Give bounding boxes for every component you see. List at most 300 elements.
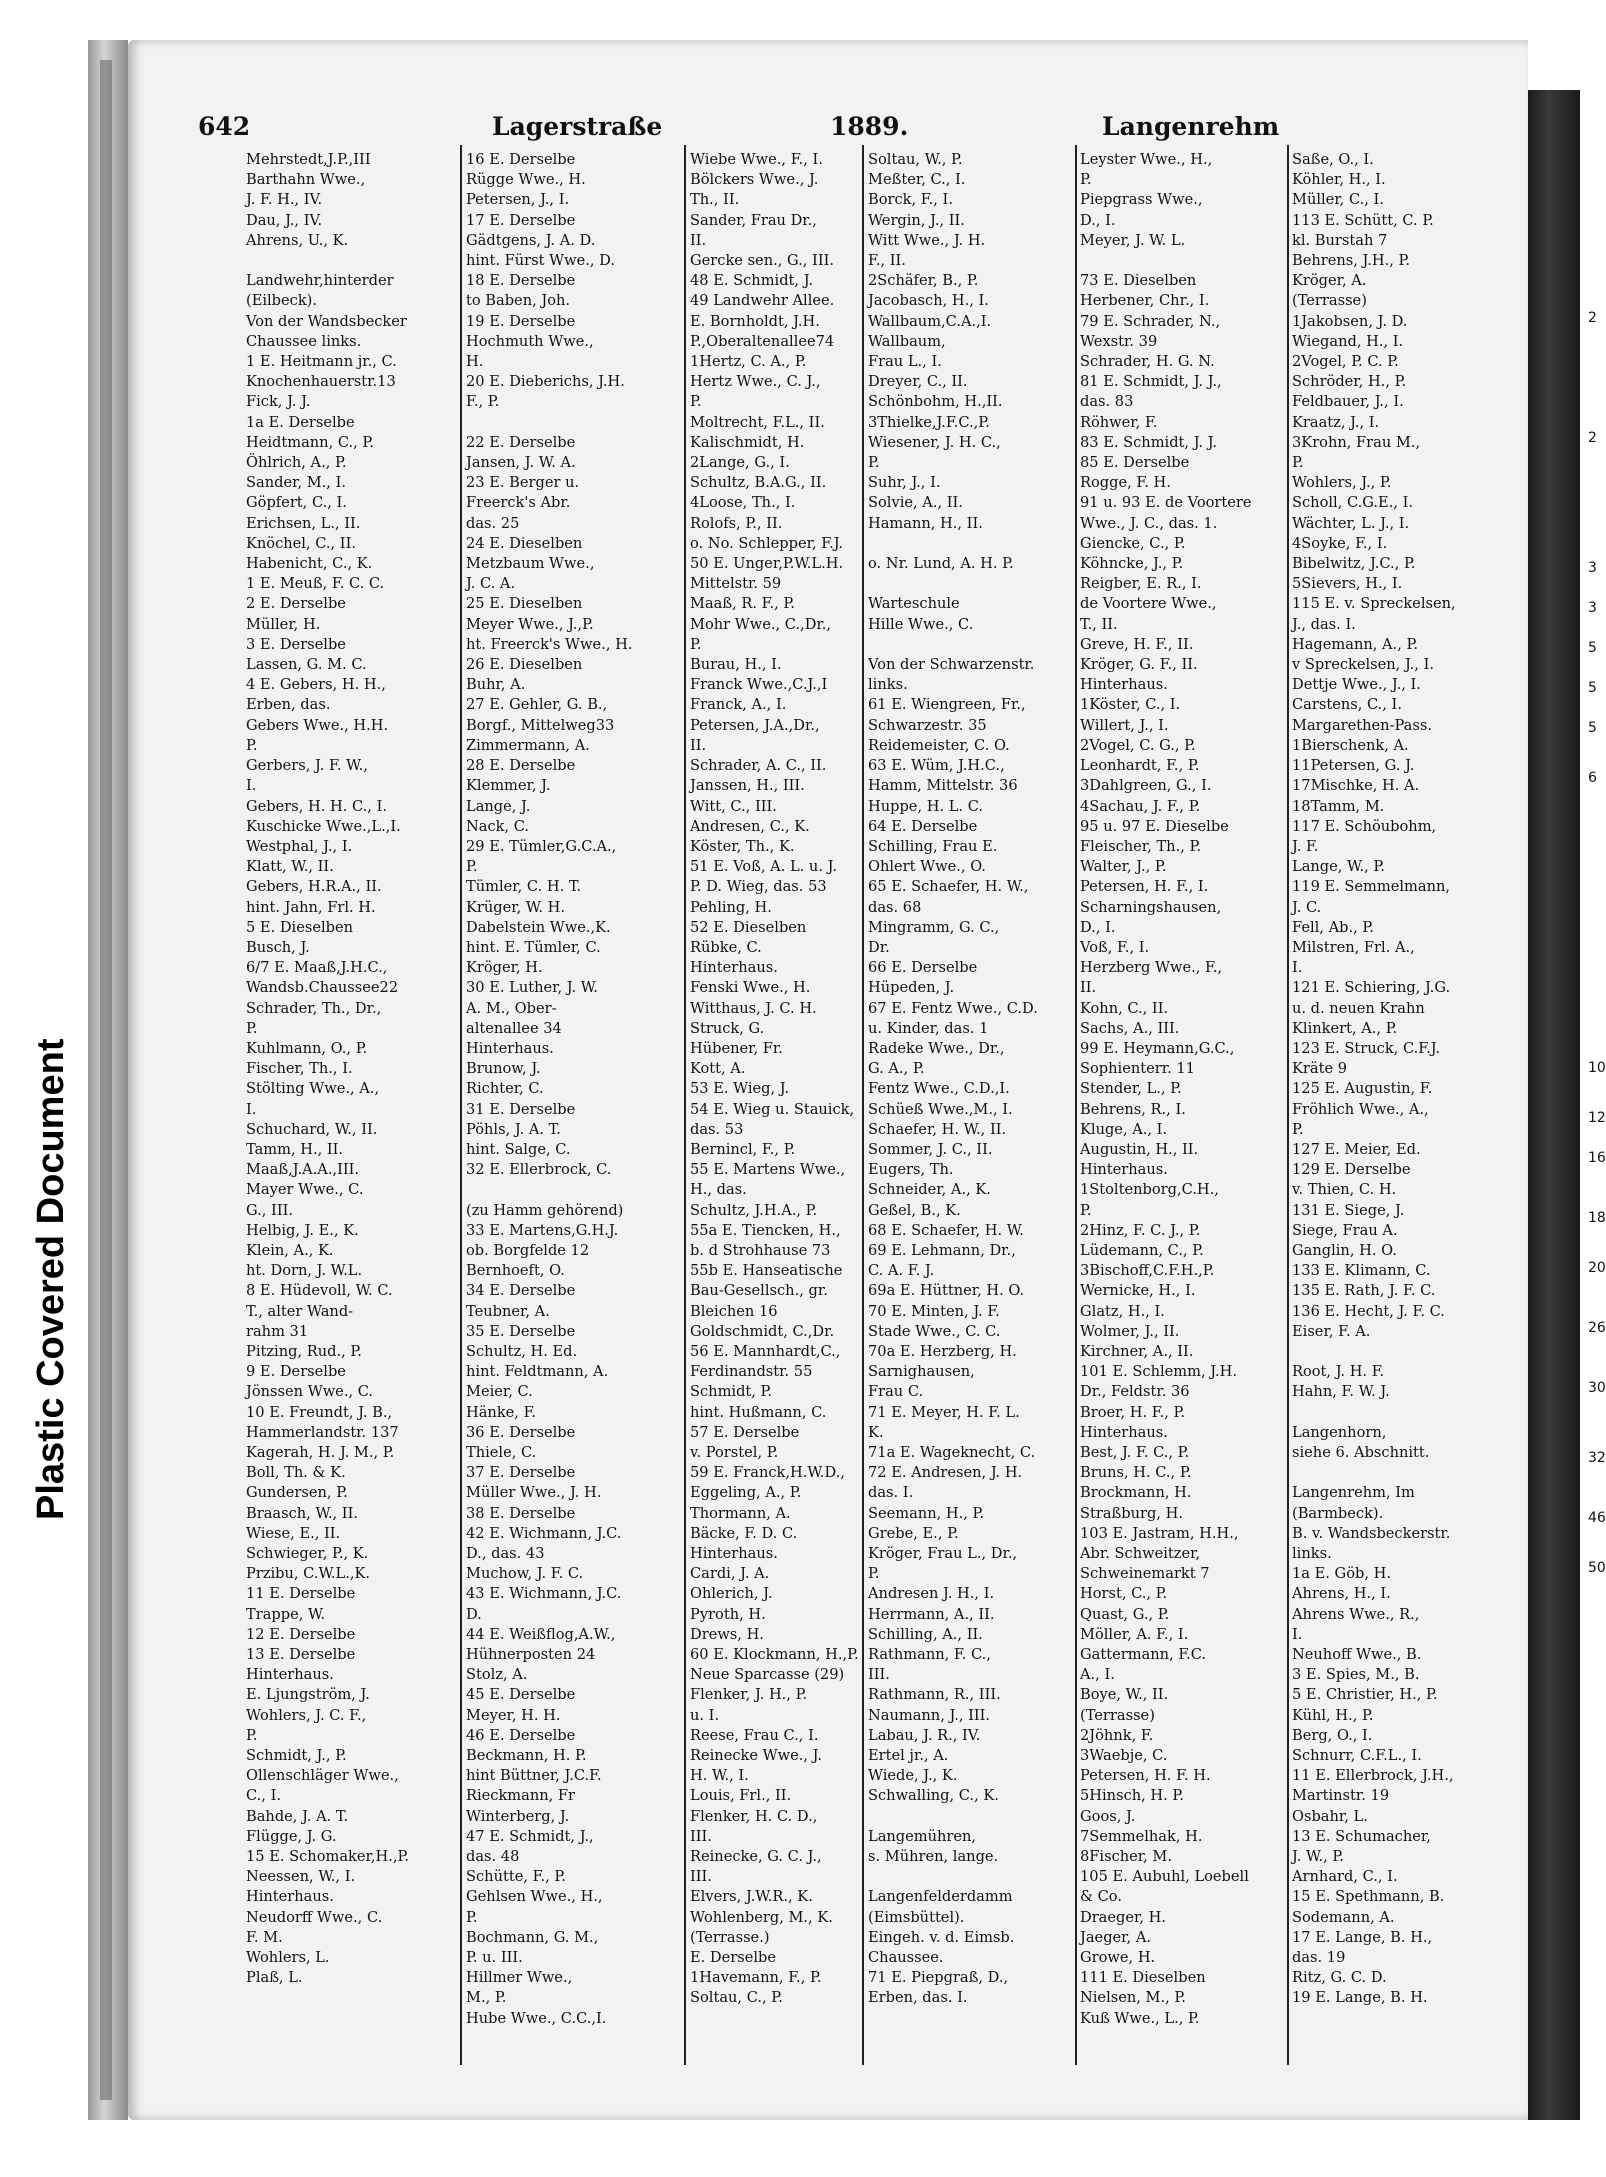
edge-number: 2 bbox=[1588, 430, 1597, 446]
directory-entry: Fischer, Th., I. bbox=[246, 1060, 353, 1078]
directory-entry: 25 E. Dieselben bbox=[466, 595, 583, 613]
directory-entry: 8 E. Hüdevoll, W. C. bbox=[246, 1282, 393, 1300]
directory-entry: P. bbox=[868, 454, 880, 472]
directory-entry: 60 E. Klockmann, H.,P. bbox=[690, 1646, 859, 1664]
directory-entry: Borck, F., I. bbox=[868, 191, 953, 209]
directory-entry: Reidemeister, C. O. bbox=[868, 736, 1010, 754]
directory-entry: G., III. bbox=[246, 1201, 293, 1219]
directory-entry: J. C. A. bbox=[466, 575, 516, 593]
directory-entry: 51 E. Voß, A. L. u. J. bbox=[690, 858, 837, 876]
directory-entry: (Eimsbüttel). bbox=[868, 1908, 965, 1926]
column-divider bbox=[1287, 145, 1289, 2065]
directory-entry: Gebers, H. H. C., I. bbox=[246, 797, 387, 815]
directory-entry: 17Mischke, H. A. bbox=[1292, 777, 1420, 795]
directory-entry: Dettje Wwe., J., I. bbox=[1292, 676, 1421, 694]
directory-entry: Thiele, C. bbox=[466, 1444, 537, 1461]
directory-entry: Kuhlmann, O., P. bbox=[246, 1039, 368, 1057]
directory-entry: F., II. bbox=[868, 252, 906, 270]
directory-entry: Kraatz, J., I. bbox=[1292, 413, 1380, 431]
page-number: 642 bbox=[198, 112, 251, 141]
directory-entry: 103 E. Jastram, H.H., bbox=[1080, 1524, 1239, 1542]
directory-entry: 113 E. Schütt, C. P. bbox=[1292, 211, 1434, 229]
directory-entry: 34 E. Derselbe bbox=[466, 1282, 576, 1300]
directory-entry: Rathmann, R., III. bbox=[868, 1686, 1001, 1704]
directory-entry: Soltau, W., P. bbox=[868, 151, 963, 168]
directory-entry: das. 68 bbox=[868, 898, 922, 916]
directory-entry: Kuß Wwe., L., P. bbox=[1080, 2009, 1200, 2027]
directory-entry: B. v. Wandsbeckerstr. bbox=[1292, 1524, 1451, 1542]
directory-entry: Ollenschläger Wwe., bbox=[246, 1767, 399, 1785]
directory-entry: I. bbox=[246, 1100, 257, 1118]
directory-entry: 4Loose, Th., I. bbox=[690, 494, 796, 512]
directory-entry: D., I. bbox=[1080, 918, 1116, 936]
directory-entry: Jacobasch, H., I. bbox=[868, 292, 989, 310]
directory-entry: Schilling, Frau E. bbox=[868, 837, 998, 855]
directory-entry: Hillmer Wwe., bbox=[466, 1969, 573, 1987]
directory-entry: 1Jakobsen, J. D. bbox=[1292, 312, 1408, 330]
directory-entry: 18Tamm, M. bbox=[1292, 797, 1385, 815]
directory-entry: Wiesener, J. H. C., bbox=[868, 433, 1001, 451]
directory-entry: o. No. Schlepper, F.J. bbox=[690, 534, 844, 552]
directory-entry: Möller, A. F., I. bbox=[1080, 1625, 1189, 1643]
directory-entry: Klinkert, A., P. bbox=[1292, 1019, 1398, 1037]
directory-entry bbox=[466, 1180, 680, 1200]
directory-entry: b. d Strohhause 73 bbox=[690, 1241, 831, 1259]
directory-entry: 11 E. Ellerbrock, J.H., bbox=[1292, 1767, 1454, 1785]
directory-entry: Herrmann, A., II. bbox=[868, 1605, 995, 1623]
directory-entry: 123 E. Struck, C.F.J. bbox=[1292, 1039, 1441, 1057]
directory-entry: Kröger, Frau L., Dr., bbox=[868, 1545, 1018, 1563]
directory-entry: 111 E. Dieselben bbox=[1080, 1969, 1206, 1987]
directory-entry: Andresen, C., K. bbox=[690, 817, 810, 835]
directory-entry: 1Havemann, F., P. bbox=[690, 1969, 822, 1987]
directory-entry: T., II. bbox=[1080, 615, 1118, 633]
directory-entry: 23 E. Berger u. bbox=[466, 474, 580, 492]
directory-entry: Eingeh. v. d. Eimsb. bbox=[868, 1928, 1015, 1946]
directory-entry: 30 E. Luther, J. W. bbox=[466, 979, 598, 997]
directory-entry: Meßter, C., I. bbox=[868, 171, 966, 189]
directory-entry: Kalischmidt, H. bbox=[690, 433, 805, 451]
directory-entry: Wandsb.Chaussee22 bbox=[246, 979, 399, 997]
edge-number: 12 bbox=[1588, 1110, 1606, 1126]
directory-entry: (Terrasse) bbox=[1080, 1706, 1155, 1724]
directory-entry: siehe 6. Abschnitt. bbox=[1292, 1444, 1430, 1461]
directory-entry: Sander, M., I. bbox=[246, 474, 346, 492]
directory-entry: Hinterhaus. bbox=[246, 1888, 334, 1906]
directory-entry: Langenhorn, bbox=[1292, 1423, 1387, 1441]
directory-entry: Göpfert, C., I. bbox=[246, 494, 347, 512]
directory-entry: Fleischer, Th., P. bbox=[1080, 837, 1201, 855]
directory-entry bbox=[1080, 251, 1284, 271]
directory-entry: 49 Landwehr Allee. bbox=[690, 292, 835, 310]
directory-entry: Müller Wwe., J. H. bbox=[466, 1484, 602, 1502]
directory-entry: 1Stoltenborg,C.H., bbox=[1080, 1181, 1219, 1199]
directory-entry: Jansen, J. W. A. bbox=[466, 454, 576, 472]
directory-entry: Gädtgens, J. A. D. bbox=[466, 231, 596, 249]
directory-entry: Öhlrich, A., P. bbox=[246, 454, 347, 472]
directory-entry: das. I. bbox=[868, 1484, 914, 1502]
directory-entry: Piepgrass Wwe., bbox=[1080, 191, 1203, 209]
directory-entry: 42 E. Wichmann, J.C. bbox=[466, 1524, 622, 1542]
directory-entry: 3Krohn, Frau M., bbox=[1292, 433, 1421, 451]
directory-entry: Wexstr. 39 bbox=[1080, 332, 1158, 350]
directory-entry: 66 E. Derselbe bbox=[868, 959, 978, 977]
directory-entry: Wohlers, L. bbox=[246, 1949, 330, 1967]
directory-entry: Mittelstr. 59 bbox=[690, 575, 782, 593]
directory-entry: Ohlerich, J. bbox=[690, 1585, 773, 1603]
directory-entry: Augustin, H., II. bbox=[1080, 1140, 1199, 1158]
directory-entry: Behrens, J.H., P. bbox=[1292, 252, 1411, 270]
directory-entry: Schwieger, P., K. bbox=[246, 1545, 369, 1563]
directory-entry: hint. Salge, C. bbox=[466, 1140, 571, 1158]
directory-entry: to Baben, Joh. bbox=[466, 292, 571, 310]
directory-entry: C., I. bbox=[246, 1787, 281, 1805]
directory-entry: Lange, J. bbox=[466, 797, 531, 815]
directory-entry: Sander, Frau Dr., bbox=[690, 211, 817, 229]
directory-entry: 32 E. Ellerbrock, C. bbox=[466, 1161, 612, 1179]
directory-entry: P. bbox=[690, 393, 702, 411]
directory-entry: D., das. 43 bbox=[466, 1545, 545, 1563]
directory-entry: J. W., P. bbox=[1292, 1848, 1344, 1866]
directory-entry: Osbahr, L. bbox=[1292, 1807, 1368, 1825]
directory-entry: Scholl, C.G.E., I. bbox=[1292, 494, 1414, 512]
directory-entry: Stender, L., P. bbox=[1080, 1080, 1182, 1098]
directory-entry: s. Mühren, lange. bbox=[868, 1848, 999, 1866]
directory-entry: Hube Wwe., C.C.,I. bbox=[466, 2009, 607, 2027]
directory-entry: Burau, H., I. bbox=[690, 656, 782, 674]
directory-entry: D., I. bbox=[1080, 211, 1116, 229]
directory-entry: Kohn, C., II. bbox=[1080, 999, 1169, 1017]
directory-entry: Gebers, H.R.A., II. bbox=[246, 878, 382, 896]
directory-entry: 55 E. Martens Wwe., bbox=[690, 1161, 846, 1179]
edge-number: 20 bbox=[1588, 1260, 1606, 1276]
column-divider bbox=[1075, 145, 1077, 2065]
directory-entry: J. C. bbox=[1292, 898, 1322, 916]
directory-entry: & Co. bbox=[1080, 1888, 1122, 1906]
directory-entry bbox=[868, 574, 1072, 594]
directory-entry: Kröger, H. bbox=[466, 959, 543, 977]
directory-entry: Lange, W., P. bbox=[1292, 858, 1385, 876]
directory-entry: Hamm, Mittelstr. 36 bbox=[868, 777, 1018, 795]
directory-entry: Greve, H. F., II. bbox=[1080, 635, 1194, 653]
directory-column-6 bbox=[1292, 150, 1490, 2009]
directory-entry: Rügge Wwe., H. bbox=[466, 171, 586, 189]
directory-entry: 28 E. Derselbe bbox=[466, 757, 576, 775]
directory-entry: F. M. bbox=[246, 1928, 283, 1946]
directory-entry: Seemann, H., P. bbox=[868, 1504, 985, 1522]
directory-entry: Erichsen, L., II. bbox=[246, 514, 361, 532]
year-heading: 1889. bbox=[830, 112, 909, 141]
directory-entry: Ertel jr., A. bbox=[868, 1747, 949, 1765]
directory-entry: Schultz, B.A.G., II. bbox=[690, 474, 827, 492]
directory-entry: altenallee 34 bbox=[466, 1019, 562, 1037]
directory-entry: Witt Wwe., J. H. bbox=[868, 231, 986, 249]
directory-entry: Hinterhaus. bbox=[690, 1545, 778, 1563]
directory-entry: P. D. Wieg, das. 53 bbox=[690, 878, 827, 896]
directory-entry bbox=[868, 1807, 1072, 1827]
directory-entry: Schönbohm, H.,II. bbox=[868, 393, 1003, 411]
directory-entry: o. Nr. Lund, A. H. P. bbox=[868, 555, 1014, 573]
directory-entry: Winterberg, J. bbox=[466, 1807, 570, 1825]
directory-entry: 29 E. Tümler,G.C.A., bbox=[466, 837, 617, 855]
directory-entry: Bölckers Wwe., J. bbox=[690, 171, 819, 189]
directory-entry: 69 E. Lehmann, Dr., bbox=[868, 1241, 1016, 1259]
directory-entry: 83 E. Schmidt, J. J. bbox=[1080, 433, 1218, 451]
directory-entry: Gerbers, J. F. W., bbox=[246, 757, 368, 775]
directory-entry: Witt, C., III. bbox=[690, 797, 777, 815]
directory-entry: 2Hinz, F. C. J., P. bbox=[1080, 1221, 1201, 1239]
directory-entry: Hinterhaus. bbox=[690, 959, 778, 977]
directory-entry: Leyster Wwe., H., bbox=[1080, 151, 1213, 168]
directory-entry: Wolmer, J., II. bbox=[1080, 1322, 1180, 1340]
directory-entry: Klatt, W., II. bbox=[246, 858, 334, 876]
directory-entry: Petersen, J., I. bbox=[466, 191, 570, 209]
directory-entry: Freerck's Abr. bbox=[466, 494, 571, 512]
directory-entry: 19 E. Derselbe bbox=[466, 312, 576, 330]
directory-entry: Plaß, L. bbox=[246, 1969, 303, 1987]
directory-entry: 70 E. Minten, J. F. bbox=[868, 1302, 1000, 1320]
directory-entry: 44 E. Weißflog,A.W., bbox=[466, 1625, 616, 1643]
directory-entry: 47 E. Schmidt, J., bbox=[466, 1827, 594, 1845]
directory-entry: Berg, O., I. bbox=[1292, 1726, 1373, 1744]
directory-entry: Trappe, W. bbox=[246, 1605, 326, 1623]
directory-entry: 135 E. Rath, J. F. C. bbox=[1292, 1282, 1436, 1300]
directory-entry: Wohlenberg, M., K. bbox=[690, 1908, 833, 1926]
directory-entry: Neuhoff Wwe., B. bbox=[1292, 1646, 1422, 1664]
directory-entry: Köhncke, J., P. bbox=[1080, 555, 1184, 573]
directory-entry: 5 E. Christier, H., P. bbox=[1292, 1686, 1438, 1704]
directory-entry: Ahrens, U., K. bbox=[246, 231, 349, 249]
directory-entry bbox=[1292, 1342, 1490, 1362]
directory-entry: G. A., P. bbox=[868, 1060, 925, 1078]
directory-entry: P. bbox=[1080, 171, 1092, 189]
directory-entry: Meyer, J. W. L. bbox=[1080, 231, 1186, 249]
edge-number: 32 bbox=[1588, 1450, 1606, 1466]
directory-entry: 1a E. Derselbe bbox=[246, 413, 355, 431]
directory-entry: Bibelwitz, J.C., P. bbox=[1292, 555, 1416, 573]
directory-entry: Margarethen-Pass. bbox=[1292, 716, 1432, 734]
directory-entry: Meier, C. bbox=[466, 1383, 533, 1401]
column-divider bbox=[460, 145, 462, 2065]
directory-entry: 3Bischoff,C.F.H.,P. bbox=[1080, 1262, 1215, 1280]
directory-entry: Grebe, E., P. bbox=[868, 1524, 959, 1542]
directory-entry: Wohlers, J., P. bbox=[1292, 474, 1392, 492]
directory-entry: Schmidt, J., P. bbox=[246, 1747, 347, 1765]
directory-entry: Hinterhaus. bbox=[1080, 1423, 1168, 1441]
directory-entry: Behrens, R., I. bbox=[1080, 1100, 1186, 1118]
directory-entry: Sarnighausen, bbox=[868, 1363, 975, 1381]
directory-entry: 2Schäfer, B., P. bbox=[868, 272, 979, 290]
directory-entry: 27 E. Gehler, G. B., bbox=[466, 696, 608, 714]
directory-entry: 13 E. Derselbe bbox=[246, 1646, 356, 1664]
directory-entry: Rolofs, P., II. bbox=[690, 514, 783, 532]
directory-entry: Chaussee links. bbox=[246, 332, 362, 350]
directory-entry: Müller, H. bbox=[246, 615, 321, 633]
directory-entry bbox=[868, 635, 1072, 655]
edge-number: 5 bbox=[1588, 680, 1597, 696]
directory-entry: 17 E. Lange, B. H., bbox=[1292, 1928, 1433, 1946]
directory-entry: Busch, J. bbox=[246, 938, 310, 956]
directory-entry: Mohr Wwe., C.,Dr., bbox=[690, 615, 832, 633]
directory-entry: II. bbox=[1080, 979, 1097, 997]
directory-entry: J., das. I. bbox=[1292, 615, 1356, 633]
directory-entry: Carstens, C., I. bbox=[1292, 696, 1402, 714]
directory-entry: Eiser, F. A. bbox=[1292, 1322, 1371, 1340]
directory-entry: Cardi, J. A. bbox=[690, 1565, 770, 1583]
directory-entry: Fröhlich Wwe., A., bbox=[1292, 1100, 1429, 1118]
directory-entry: Kuschicke Wwe.,L.,I. bbox=[246, 817, 401, 835]
directory-entry: Bochmann, G. M., bbox=[466, 1928, 599, 1946]
directory-entry: 73 E. Dieselben bbox=[1080, 272, 1197, 290]
directory-entry: v Spreckelsen, J., I. bbox=[1292, 656, 1434, 674]
directory-entry: Hühnerposten 24 bbox=[466, 1646, 596, 1664]
directory-entry: 9 E. Derselbe bbox=[246, 1363, 346, 1381]
directory-entry: Helbig, J. E., K. bbox=[246, 1221, 359, 1239]
directory-entry: Schrader, Th., Dr., bbox=[246, 999, 382, 1017]
directory-entry: Tümler, C. H. T. bbox=[466, 878, 582, 896]
directory-entry: Chaussee. bbox=[868, 1949, 944, 1967]
directory-entry: 56 E. Mannhardt,C., bbox=[690, 1342, 841, 1360]
directory-entry: Warteschule bbox=[868, 595, 960, 613]
directory-entry: 91 u. 93 E. de Voortere bbox=[1080, 494, 1252, 512]
directory-entry: 129 E. Derselbe bbox=[1292, 1161, 1411, 1179]
directory-entry: Bruns, H. C., P. bbox=[1080, 1464, 1192, 1482]
directory-entry: Meyer Wwe., J.,P. bbox=[466, 615, 594, 633]
directory-entry: Wallbaum, bbox=[868, 332, 946, 350]
directory-entry: Hertz Wwe., C. J., bbox=[690, 373, 821, 391]
directory-entry: 55a E. Tiencken, H., bbox=[690, 1221, 841, 1239]
directory-entry: Boll, Th. & K. bbox=[246, 1464, 346, 1482]
directory-entry: Quast, G., P. bbox=[1080, 1605, 1170, 1623]
edge-number: 30 bbox=[1588, 1380, 1606, 1396]
directory-entry: das. 19 bbox=[1292, 1949, 1346, 1967]
directory-entry: Neudorff Wwe., C. bbox=[246, 1908, 383, 1926]
book-edge-shadow bbox=[100, 60, 112, 2100]
directory-entry: I. bbox=[1292, 959, 1303, 977]
directory-entry: 36 E. Derselbe bbox=[466, 1423, 576, 1441]
directory-entry: ht. Dorn, J. W.L. bbox=[246, 1262, 363, 1280]
directory-entry: 4Sachau, J. F., P. bbox=[1080, 797, 1201, 815]
directory-entry: Flügge, J. G. bbox=[246, 1827, 337, 1845]
directory-entry: Herzberg Wwe., F., bbox=[1080, 959, 1223, 977]
directory-entry bbox=[868, 1867, 1072, 1887]
directory-entry: Wiegand, H., I. bbox=[1292, 332, 1404, 350]
directory-entry: Fentz Wwe., C.D.,I. bbox=[868, 1080, 1010, 1098]
directory-entry: Sophienterr. 11 bbox=[1080, 1060, 1195, 1078]
directory-entry: 95 u. 97 E. Dieselbe bbox=[1080, 817, 1229, 835]
directory-entry: Hammerlandstr. 137 bbox=[246, 1423, 399, 1441]
directory-entry: M., P. bbox=[466, 1989, 507, 2007]
directory-entry: Eugers, Th. bbox=[868, 1161, 954, 1179]
directory-entry: 10 E. Freundt, J. B., bbox=[246, 1403, 393, 1421]
directory-entry: Barthahn Wwe., bbox=[246, 171, 366, 189]
directory-entry: 125 E. Augustin, F. bbox=[1292, 1080, 1433, 1098]
directory-entry: Fick, J. J. bbox=[246, 393, 311, 411]
directory-entry: J. F. H., IV. bbox=[246, 191, 323, 209]
directory-entry: E. Derselbe bbox=[690, 1949, 777, 1967]
directory-entry: 99 E. Heymann,G.C., bbox=[1080, 1039, 1235, 1057]
directory-entry: Stade Wwe., C. C. bbox=[868, 1322, 1001, 1340]
directory-entry: Franck, A., I. bbox=[690, 696, 787, 714]
directory-entry: Richter, C. bbox=[466, 1080, 544, 1098]
directory-entry: Kluge, A., I. bbox=[1080, 1120, 1168, 1138]
directory-entry: Draeger, H. bbox=[1080, 1908, 1167, 1926]
directory-entry: (Eilbeck). bbox=[246, 292, 318, 310]
directory-entry: 121 E. Schiering, J.G. bbox=[1292, 979, 1451, 997]
directory-entry: 33 E. Martens,G.H.J. bbox=[466, 1221, 619, 1239]
edge-number: 10 bbox=[1588, 1060, 1606, 1076]
directory-entry: 61 E. Wiengreen, Fr., bbox=[868, 696, 1026, 714]
directory-column-4 bbox=[868, 150, 1072, 2009]
edge-number: 3 bbox=[1588, 560, 1597, 576]
directory-entry: links. bbox=[868, 676, 908, 694]
edge-number: 2 bbox=[1588, 310, 1597, 326]
directory-entry: 15 E. Spethmann, B. bbox=[1292, 1888, 1445, 1906]
directory-entry: 1a E. Göb, H. bbox=[1292, 1565, 1391, 1583]
directory-entry: Petersen, J.A.,Dr., bbox=[690, 716, 820, 734]
directory-entry: hint Büttner, J.C.F. bbox=[466, 1767, 602, 1785]
directory-entry: 71 E. Piepgraß, D., bbox=[868, 1969, 1009, 1987]
directory-entry: Frau C. bbox=[868, 1383, 924, 1401]
directory-entry: Borgf., Mittelweg33 bbox=[466, 716, 615, 734]
directory-entry: Thormann, A. bbox=[690, 1504, 791, 1522]
directory-entry: E. Ljungström, J. bbox=[246, 1686, 370, 1704]
directory-entry: Witthaus, J. C. H. bbox=[690, 999, 817, 1017]
directory-entry: 71a E. Wageknecht, C. bbox=[868, 1444, 1036, 1461]
directory-entry: Tamm, H., II. bbox=[246, 1140, 344, 1158]
directory-entry: Ahrens, H., I. bbox=[1292, 1585, 1391, 1603]
edge-number: 26 bbox=[1588, 1320, 1606, 1336]
directory-entry: Von der Schwarzenstr. bbox=[868, 656, 1035, 674]
directory-entry: 59 E. Franck,H.W.D., bbox=[690, 1464, 845, 1482]
directory-entry: (Terrasse.) bbox=[690, 1928, 770, 1946]
directory-entry: 1 E. Heitmann jr., C. bbox=[246, 353, 397, 371]
directory-entry: 55b E. Hanseatische bbox=[690, 1262, 843, 1280]
directory-entry: Mayer Wwe., C. bbox=[246, 1181, 364, 1199]
directory-entry: I. bbox=[246, 777, 257, 795]
directory-entry: Schnurr, C.F.L., I. bbox=[1292, 1747, 1422, 1765]
directory-entry: u. I. bbox=[690, 1706, 720, 1724]
directory-entry: P. bbox=[690, 635, 702, 653]
directory-entry: u. Kinder, das. 1 bbox=[868, 1019, 989, 1037]
directory-entry: Klein, A., K. bbox=[246, 1241, 334, 1259]
directory-entry bbox=[466, 413, 680, 433]
directory-column-1 bbox=[246, 150, 458, 1988]
directory-entry: hint. Feldtmann, A. bbox=[466, 1363, 609, 1381]
directory-entry: H. W., I. bbox=[690, 1767, 749, 1785]
directory-entry: Best, J. F. C., P. bbox=[1080, 1444, 1190, 1461]
directory-entry: Janssen, H., III. bbox=[690, 777, 805, 795]
directory-entry: I. bbox=[1292, 1625, 1303, 1643]
directory-entry: Wergin, J., II. bbox=[868, 211, 965, 229]
directory-entry: Mingramm, G. C., bbox=[868, 918, 1000, 936]
directory-entry: Horst, C., P. bbox=[1080, 1585, 1168, 1603]
directory-entry: 43 E. Wichmann, J.C. bbox=[466, 1585, 622, 1603]
directory-entry: Rathmann, F. C., bbox=[868, 1646, 991, 1664]
directory-entry: 133 E. Klimann, C. bbox=[1292, 1262, 1431, 1280]
directory-entry: 18 E. Derselbe bbox=[466, 272, 576, 290]
directory-entry: Hagemann, A., P. bbox=[1292, 635, 1418, 653]
directory-entry: Louis, Frl., II. bbox=[690, 1787, 792, 1805]
directory-entry: Schmidt, P. bbox=[690, 1383, 773, 1401]
directory-entry: P. bbox=[466, 858, 478, 876]
directory-entry: Rübke, C. bbox=[690, 938, 762, 956]
directory-entry: Gattermann, F.C. bbox=[1080, 1646, 1207, 1664]
directory-entry: P. bbox=[246, 1726, 258, 1744]
directory-entry: H. bbox=[466, 353, 484, 371]
directory-entry: 1Bierschenk, A. bbox=[1292, 736, 1409, 754]
directory-entry: Martinstr. 19 bbox=[1292, 1787, 1390, 1805]
